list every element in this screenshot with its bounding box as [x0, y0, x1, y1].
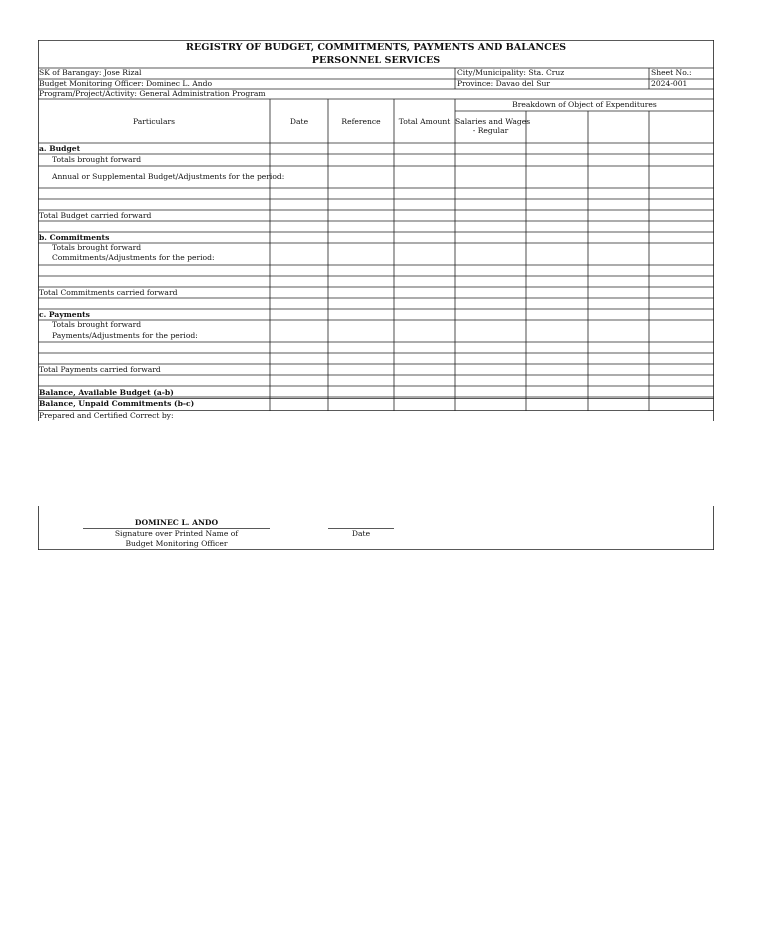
form-subtitle: PERSONNEL SERVICES [311, 55, 441, 66]
budget-brought-forward: Totals brought forward [52, 154, 142, 164]
balance-unpaid-commitments: Balance, Unpaid Commitments (b-c) [39, 399, 195, 408]
particulars-header: Particulars [132, 117, 176, 126]
breakdown-header: Breakdown of Object of Expenditures [512, 100, 657, 109]
signature-caption-line1: Signature over Printed Name of [114, 528, 239, 538]
salaries-header-line2: - Regular [472, 126, 509, 135]
payments-heading: c. Payments [39, 309, 90, 319]
signature-caption-line2: Budget Monitoring Officer [125, 539, 228, 548]
balance-available-budget: Balance, Available Budget (a-b) [39, 388, 174, 397]
salaries-header-line1: Salaries and Wages [455, 117, 531, 126]
budget-heading: a. Budget [39, 144, 81, 153]
form-title: REGISTRY OF BUDGET, COMMITMENTS, PAYMENTS AND BALANCES [185, 42, 567, 53]
sheet-no-label: Sheet No.: [651, 68, 692, 77]
sk-of-barangay: SK of Barangay: Jose Rizal [39, 68, 142, 77]
commitments-carried-forward: Total Commitments carried forward [39, 287, 178, 297]
province: Province: Davao del Sur [457, 78, 550, 88]
date-header: Date [289, 117, 309, 126]
budget-carried-forward: Total Budget carried forward [39, 210, 152, 220]
city-municipality: City/Municipality: Sta. Cruz [457, 68, 565, 77]
payments-adjustments: Payments/Adjustments for the period: [52, 330, 198, 340]
payments-carried-forward: Total Payments carried forward [39, 364, 161, 374]
signatory-name: DOMINEC L. ANDO [134, 518, 219, 527]
reference-header: Reference [341, 117, 381, 126]
budget-monitoring-officer: Budget Monitoring Officer: Dominec L. Ando [39, 78, 213, 88]
commitments-heading: b. Commitments [39, 232, 110, 242]
total-amount-header: Total Amount [398, 117, 451, 126]
prepared-by-label: Prepared and Certified Correct by: [39, 410, 174, 420]
sheet-no-value: 2024-001 [651, 78, 688, 88]
program-project-activity: Program/Project/Activity: General Administration Program [39, 89, 266, 98]
commitments-adjustments: Commitments/Adjustments for the period: [52, 253, 215, 262]
budget-adjustments: Annual or Supplemental Budget/Adjustments for the period: [52, 171, 285, 181]
signature-date-label: Date [351, 528, 371, 538]
payments-brought-forward: Totals brought forward [52, 320, 142, 329]
commitments-brought-forward: Totals brought forward [52, 243, 142, 252]
